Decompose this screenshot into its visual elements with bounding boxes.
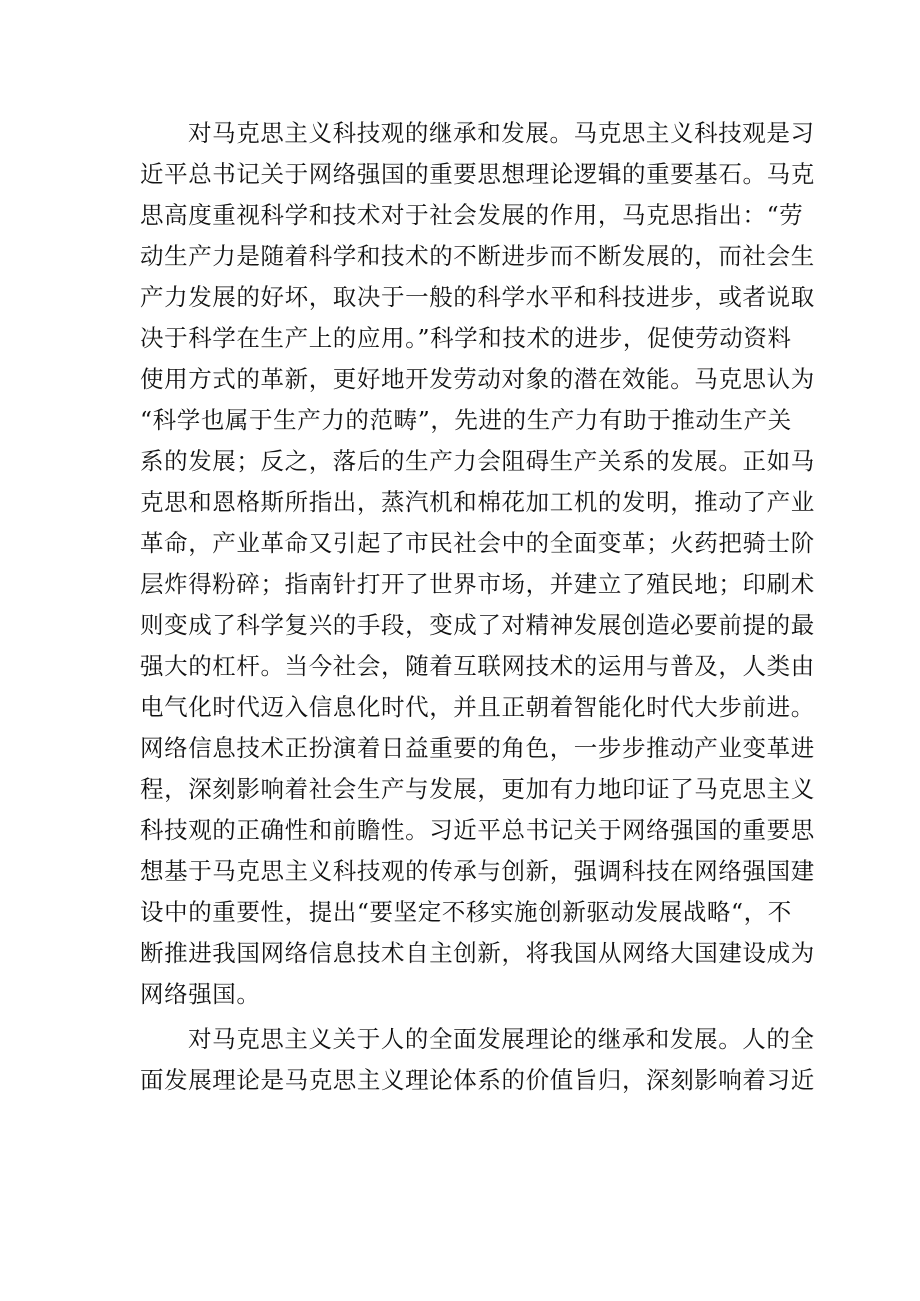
text-line: 对马克思主义关于人的全面发展理论的继承和发展。人的全 [188, 1025, 815, 1053]
text-line: 克思和恩格斯所指出，蒸汽机和棉花加工机的发明，推动了产业 [140, 488, 815, 516]
text-line: 近平总书记关于网络强国的重要思想理论逻辑的重要基石。马克 [140, 160, 815, 188]
text-line: 思高度重视科学和技术对于社会发展的作用，马克思指出：“劳 [140, 201, 804, 229]
text-line: 设中的重要性，提出“要坚定不移实施创新驱动发展战略“，不 [140, 898, 792, 926]
text-line: 使用方式的革新，更好地开发劳动对象的潜在效能。马克思认为 [140, 365, 815, 393]
text-line: 系的发展；反之，落后的生产力会阻碍生产关系的发展。正如马 [140, 447, 815, 475]
paragraph-human-development [140, 1019, 815, 1101]
text-line: 对马克思主义科技观的继承和发展。马克思主义科技观是习 [188, 119, 815, 147]
text-line: “科学也属于生产力的范畴”，先进的生产力有助于推动生产关 [140, 406, 792, 434]
text-line: 网络强国。 [140, 980, 261, 1008]
text-line: 断推进我国网络信息技术自主创新，将我国从网络大国建设成为 [140, 939, 815, 967]
text-line: 革命，产业革命又引起了市民社会中的全面变革；火药把骑士阶 [140, 529, 815, 557]
text-line: 网络信息技术正扮演着日益重要的角色，一步步推动产业变革进 [140, 734, 815, 762]
text-line: 产力发展的好坏，取决于一般的科学水平和科技进步，或者说取 [140, 283, 815, 311]
text-line: 决于科学在生产上的应用。”科学和技术的进步，促使劳动资料 [140, 324, 792, 352]
text-line: 想基于马克思主义科技观的传承与创新，强调科技在网络强国建 [140, 857, 815, 885]
text-line: 面发展理论是马克思主义理论体系的价值旨归，深刻影响着习近 [140, 1066, 815, 1094]
text-line: 程，深刻影响着社会生产与发展，更加有力地印证了马克思主义 [140, 775, 815, 803]
text-line: 动生产力是随着科学和技术的不断进步而不断发展的，而社会生 [140, 242, 815, 270]
paragraph-science-tech-view [140, 113, 815, 1015]
text-line: 科技观的正确性和前瞻性。习近平总书记关于网络强国的重要思 [140, 816, 815, 844]
text-line: 电气化时代迈入信息化时代，并且正朝着智能化时代大步前进。 [140, 693, 815, 721]
text-line: 强大的杠杆。当今社会，随着互联网技术的运用与普及，人类由 [140, 652, 815, 680]
document-body [140, 113, 815, 1101]
text-line: 则变成了科学复兴的手段，变成了对精神发展创造必要前提的最 [140, 611, 815, 639]
text-line: 层炸得粉碎；指南针打开了世界市场，并建立了殖民地；印刷术 [140, 570, 815, 598]
